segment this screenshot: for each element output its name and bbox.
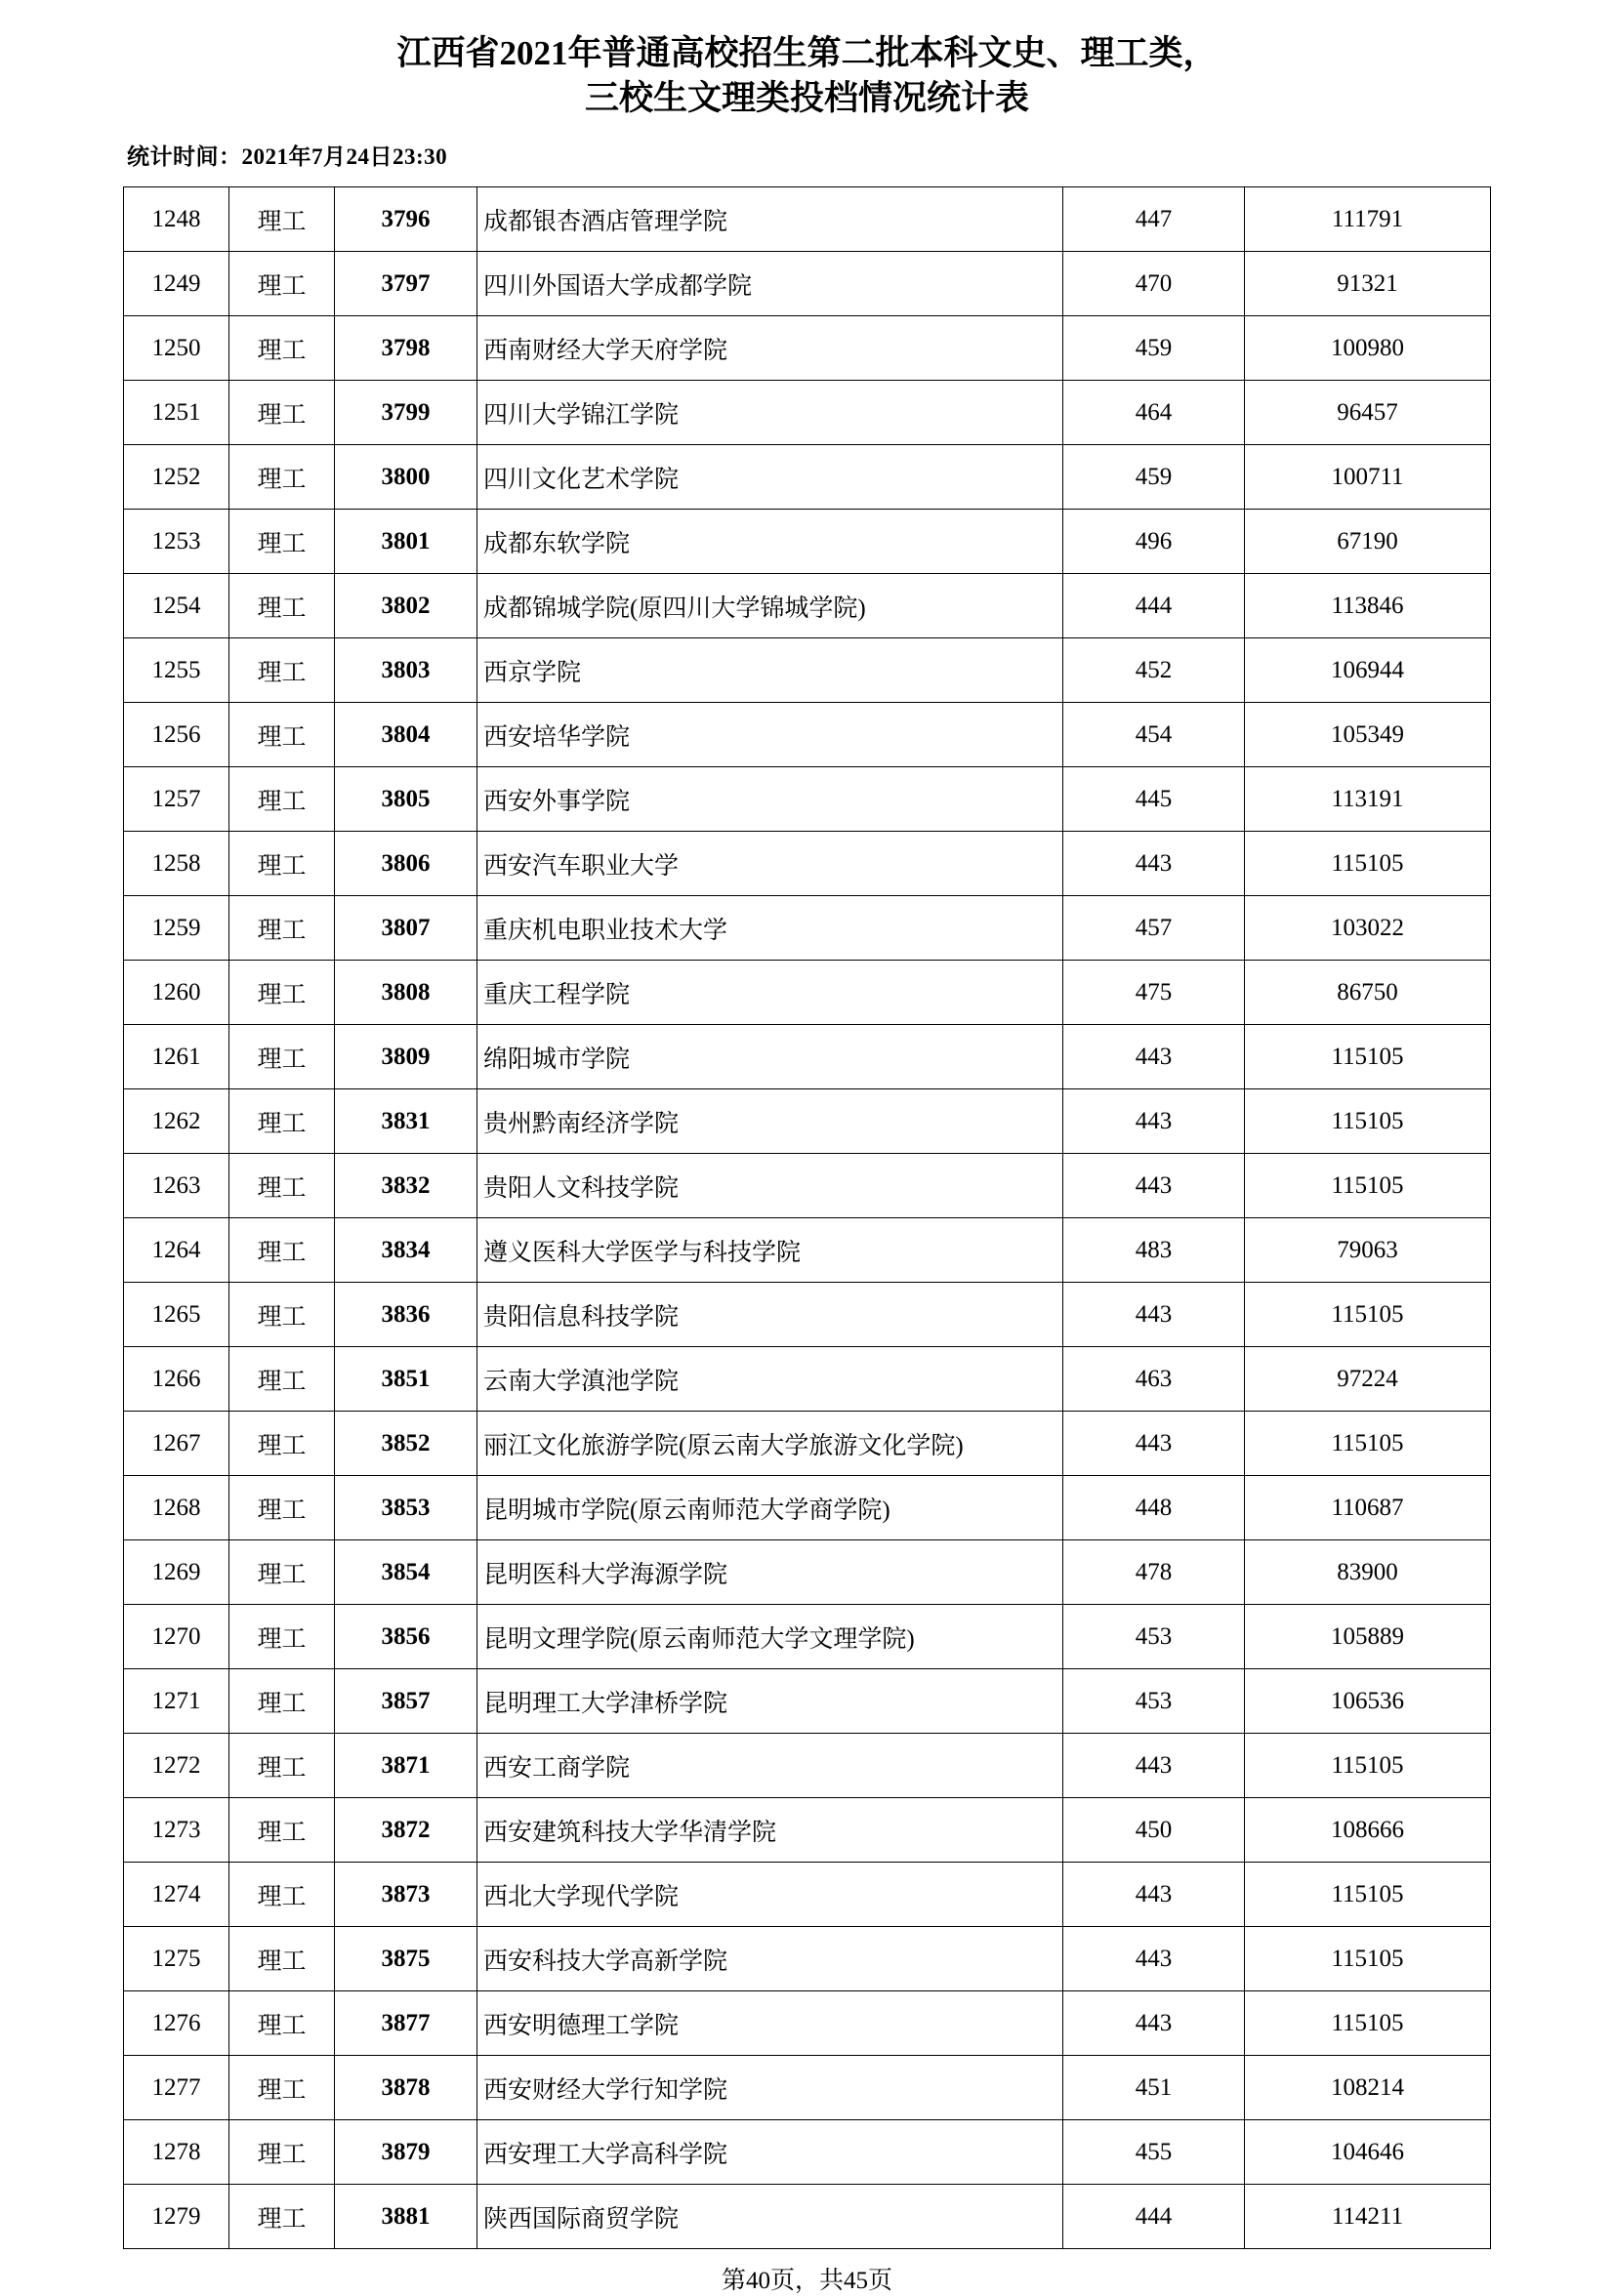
cell-rank: 114211 — [1245, 2185, 1491, 2249]
cell-sequence: 1250 — [124, 316, 229, 381]
cell-institution-code: 3831 — [335, 1089, 477, 1154]
cell-institution-name: 西安外事学院 — [477, 767, 1063, 832]
cell-category: 理工 — [229, 574, 335, 638]
cell-institution-code: 3803 — [335, 638, 477, 703]
table-row — [124, 896, 1491, 961]
table-row — [124, 187, 1491, 252]
cell-sequence: 1254 — [124, 574, 229, 638]
cell-category: 理工 — [229, 1089, 335, 1154]
cell-institution-name: 西京学院 — [477, 638, 1063, 703]
cell-sequence: 1278 — [124, 2120, 229, 2185]
cell-category: 理工 — [229, 1991, 335, 2056]
cell-rank: 115105 — [1245, 832, 1491, 896]
cell-admission-score: 470 — [1063, 252, 1245, 316]
cell-sequence: 1267 — [124, 1412, 229, 1476]
cell-category: 理工 — [229, 703, 335, 767]
cell-rank: 103022 — [1245, 896, 1491, 961]
table-row — [124, 1669, 1491, 1734]
cell-institution-name: 成都东软学院 — [477, 510, 1063, 574]
table-row — [124, 832, 1491, 896]
cell-category: 理工 — [229, 1863, 335, 1927]
cell-institution-code: 3878 — [335, 2056, 477, 2120]
cell-institution-code: 3871 — [335, 1734, 477, 1798]
cell-sequence: 1249 — [124, 252, 229, 316]
cell-sequence: 1252 — [124, 445, 229, 510]
cell-rank: 108666 — [1245, 1798, 1491, 1863]
cell-institution-code: 3873 — [335, 1863, 477, 1927]
table-row — [124, 1025, 1491, 1089]
cell-sequence: 1275 — [124, 1927, 229, 1991]
cell-institution-code: 3836 — [335, 1283, 477, 1347]
cell-rank: 104646 — [1245, 2120, 1491, 2185]
cell-sequence: 1270 — [124, 1605, 229, 1669]
cell-admission-score: 443 — [1063, 832, 1245, 896]
cell-rank: 115105 — [1245, 1412, 1491, 1476]
table-row — [124, 961, 1491, 1025]
cell-admission-score: 454 — [1063, 703, 1245, 767]
cell-rank: 115105 — [1245, 1154, 1491, 1218]
cell-institution-name: 成都锦城学院(原四川大学锦城学院) — [477, 574, 1063, 638]
cell-rank: 91321 — [1245, 252, 1491, 316]
cell-admission-score: 453 — [1063, 1669, 1245, 1734]
cell-institution-name: 西安科技大学高新学院 — [477, 1927, 1063, 1991]
cell-admission-score: 457 — [1063, 896, 1245, 961]
table-row — [124, 574, 1491, 638]
cell-category: 理工 — [229, 638, 335, 703]
cell-sequence: 1264 — [124, 1218, 229, 1283]
cell-institution-code: 3872 — [335, 1798, 477, 1863]
cell-institution-code: 3805 — [335, 767, 477, 832]
cell-rank: 115105 — [1245, 1734, 1491, 1798]
cell-institution-name: 四川文化艺术学院 — [477, 445, 1063, 510]
cell-institution-name: 西安财经大学行知学院 — [477, 2056, 1063, 2120]
cell-institution-name: 昆明城市学院(原云南师范大学商学院) — [477, 1476, 1063, 1540]
table-row — [124, 1798, 1491, 1863]
table-row — [124, 2185, 1491, 2249]
cell-admission-score: 443 — [1063, 1991, 1245, 2056]
cell-category: 理工 — [229, 1476, 335, 1540]
cell-rank: 115105 — [1245, 1283, 1491, 1347]
cell-admission-score: 443 — [1063, 1863, 1245, 1927]
table-row — [124, 2120, 1491, 2185]
cell-admission-score: 445 — [1063, 767, 1245, 832]
cell-sequence: 1261 — [124, 1025, 229, 1089]
cell-sequence: 1251 — [124, 381, 229, 445]
cell-institution-code: 3854 — [335, 1540, 477, 1605]
cell-institution-name: 西北大学现代学院 — [477, 1863, 1063, 1927]
cell-sequence: 1279 — [124, 2185, 229, 2249]
cell-sequence: 1257 — [124, 767, 229, 832]
cell-rank: 108214 — [1245, 2056, 1491, 2120]
cell-admission-score: 459 — [1063, 316, 1245, 381]
cell-institution-name: 西南财经大学天府学院 — [477, 316, 1063, 381]
table-row — [124, 1089, 1491, 1154]
cell-sequence: 1256 — [124, 703, 229, 767]
cell-institution-code: 3800 — [335, 445, 477, 510]
cell-sequence: 1263 — [124, 1154, 229, 1218]
table-row — [124, 1476, 1491, 1540]
cell-institution-name: 重庆工程学院 — [477, 961, 1063, 1025]
cell-rank: 106536 — [1245, 1669, 1491, 1734]
table-row — [124, 252, 1491, 316]
cell-category: 理工 — [229, 2120, 335, 2185]
cell-category: 理工 — [229, 1927, 335, 1991]
cell-category: 理工 — [229, 1283, 335, 1347]
cell-rank: 115105 — [1245, 1025, 1491, 1089]
cell-category: 理工 — [229, 1798, 335, 1863]
table-row — [124, 381, 1491, 445]
cell-institution-name: 成都银杏酒店管理学院 — [477, 187, 1063, 252]
cell-institution-code: 3832 — [335, 1154, 477, 1218]
table-row — [124, 1412, 1491, 1476]
cell-institution-name: 贵阳人文科技学院 — [477, 1154, 1063, 1218]
table-row — [124, 510, 1491, 574]
page-title-line-2: 三校生文理类投档情况统计表 — [584, 79, 1029, 118]
table-row — [124, 1540, 1491, 1605]
cell-institution-code: 3807 — [335, 896, 477, 961]
cell-category: 理工 — [229, 1734, 335, 1798]
cell-sequence: 1259 — [124, 896, 229, 961]
cell-category: 理工 — [229, 1347, 335, 1412]
cell-rank: 115105 — [1245, 1863, 1491, 1927]
cell-sequence: 1260 — [124, 961, 229, 1025]
cell-institution-name: 贵州黔南经济学院 — [477, 1089, 1063, 1154]
page-title — [163, 0, 1452, 121]
cell-category: 理工 — [229, 2185, 335, 2249]
cell-admission-score: 483 — [1063, 1218, 1245, 1283]
cell-admission-score: 443 — [1063, 1025, 1245, 1089]
cell-category: 理工 — [229, 1218, 335, 1283]
cell-category: 理工 — [229, 1025, 335, 1089]
statistics-timestamp: 统计时间：2021年7月24日23:30 — [127, 144, 448, 170]
table-row — [124, 703, 1491, 767]
cell-institution-code: 3877 — [335, 1991, 477, 2056]
cell-rank: 115105 — [1245, 1991, 1491, 2056]
table-row — [124, 1863, 1491, 1927]
table-row — [124, 445, 1491, 510]
page-footer: 第40页，共45页 — [721, 2268, 892, 2295]
cell-admission-score: 453 — [1063, 1605, 1245, 1669]
cell-institution-name: 西安明德理工学院 — [477, 1991, 1063, 2056]
cell-institution-code: 3809 — [335, 1025, 477, 1089]
cell-sequence: 1276 — [124, 1991, 229, 2056]
cell-sequence: 1265 — [124, 1283, 229, 1347]
cell-category: 理工 — [229, 1412, 335, 1476]
cell-rank: 110687 — [1245, 1476, 1491, 1540]
cell-rank: 111791 — [1245, 187, 1491, 252]
cell-admission-score: 464 — [1063, 381, 1245, 445]
cell-category: 理工 — [229, 961, 335, 1025]
cell-admission-score: 443 — [1063, 1089, 1245, 1154]
cell-institution-name: 贵阳信息科技学院 — [477, 1283, 1063, 1347]
table-row — [124, 638, 1491, 703]
cell-rank: 106944 — [1245, 638, 1491, 703]
cell-sequence: 1248 — [124, 187, 229, 252]
cell-rank: 105349 — [1245, 703, 1491, 767]
cell-sequence: 1271 — [124, 1669, 229, 1734]
cell-institution-name: 丽江文化旅游学院(原云南大学旅游文化学院) — [477, 1412, 1063, 1476]
cell-category: 理工 — [229, 381, 335, 445]
cell-admission-score: 443 — [1063, 1412, 1245, 1476]
cell-rank: 115105 — [1245, 1927, 1491, 1991]
cell-sequence: 1255 — [124, 638, 229, 703]
cell-admission-score: 443 — [1063, 1734, 1245, 1798]
table-body — [124, 187, 1491, 2249]
cell-admission-score: 452 — [1063, 638, 1245, 703]
cell-admission-score: 448 — [1063, 1476, 1245, 1540]
cell-admission-score: 443 — [1063, 1283, 1245, 1347]
cell-sequence: 1269 — [124, 1540, 229, 1605]
cell-sequence: 1262 — [124, 1089, 229, 1154]
table-row — [124, 1927, 1491, 1991]
table-row — [124, 1605, 1491, 1669]
cell-institution-code: 3853 — [335, 1476, 477, 1540]
cell-institution-code: 3851 — [335, 1347, 477, 1412]
table-row — [124, 1218, 1491, 1283]
cell-institution-name: 西安理工大学高科学院 — [477, 2120, 1063, 2185]
cell-sequence: 1272 — [124, 1734, 229, 1798]
cell-institution-name: 四川外国语大学成都学院 — [477, 252, 1063, 316]
cell-admission-score: 443 — [1063, 1154, 1245, 1218]
cell-rank: 100711 — [1245, 445, 1491, 510]
table-row — [124, 1347, 1491, 1412]
cell-institution-name: 昆明医科大学海源学院 — [477, 1540, 1063, 1605]
cell-admission-score: 451 — [1063, 2056, 1245, 2120]
cell-institution-name: 绵阳城市学院 — [477, 1025, 1063, 1089]
cell-institution-code: 3804 — [335, 703, 477, 767]
cell-admission-score: 450 — [1063, 1798, 1245, 1863]
table-row — [124, 2056, 1491, 2120]
cell-institution-name: 西安汽车职业大学 — [477, 832, 1063, 896]
cell-institution-code: 3834 — [335, 1218, 477, 1283]
cell-rank: 113191 — [1245, 767, 1491, 832]
cell-institution-name: 遵义医科大学医学与科技学院 — [477, 1218, 1063, 1283]
cell-rank: 67190 — [1245, 510, 1491, 574]
cell-institution-code: 3799 — [335, 381, 477, 445]
table-row — [124, 1991, 1491, 2056]
cell-institution-code: 3875 — [335, 1927, 477, 1991]
cell-sequence: 1266 — [124, 1347, 229, 1412]
cell-category: 理工 — [229, 252, 335, 316]
cell-rank: 105889 — [1245, 1605, 1491, 1669]
cell-institution-name: 昆明理工大学津桥学院 — [477, 1669, 1063, 1734]
cell-category: 理工 — [229, 445, 335, 510]
cell-admission-score: 463 — [1063, 1347, 1245, 1412]
cell-institution-name: 重庆机电职业技术大学 — [477, 896, 1063, 961]
table-row — [124, 767, 1491, 832]
cell-admission-score: 444 — [1063, 2185, 1245, 2249]
cell-rank: 83900 — [1245, 1540, 1491, 1605]
cell-category: 理工 — [229, 510, 335, 574]
cell-admission-score: 459 — [1063, 445, 1245, 510]
table-row — [124, 1154, 1491, 1218]
table-row — [124, 316, 1491, 381]
cell-admission-score: 478 — [1063, 1540, 1245, 1605]
cell-institution-code: 3806 — [335, 832, 477, 896]
cell-category: 理工 — [229, 896, 335, 961]
cell-sequence: 1273 — [124, 1798, 229, 1863]
cell-institution-code: 3881 — [335, 2185, 477, 2249]
cell-sequence: 1253 — [124, 510, 229, 574]
cell-rank: 113846 — [1245, 574, 1491, 638]
cell-institution-code: 3796 — [335, 187, 477, 252]
cell-institution-code: 3802 — [335, 574, 477, 638]
cell-institution-name: 西安工商学院 — [477, 1734, 1063, 1798]
cell-category: 理工 — [229, 767, 335, 832]
table-row — [124, 1283, 1491, 1347]
cell-institution-code: 3801 — [335, 510, 477, 574]
page-title-line-1: 江西省2021年普通高校招生第二批本科文史、理工类， — [396, 34, 1218, 72]
cell-institution-code: 3856 — [335, 1605, 477, 1669]
cell-category: 理工 — [229, 1154, 335, 1218]
cell-category: 理工 — [229, 1540, 335, 1605]
cell-admission-score: 444 — [1063, 574, 1245, 638]
cell-institution-code: 3797 — [335, 252, 477, 316]
cell-sequence: 1268 — [124, 1476, 229, 1540]
cell-category: 理工 — [229, 1669, 335, 1734]
cell-rank: 97224 — [1245, 1347, 1491, 1412]
cell-sequence: 1258 — [124, 832, 229, 896]
cell-rank: 100980 — [1245, 316, 1491, 381]
cell-rank: 86750 — [1245, 961, 1491, 1025]
cell-category: 理工 — [229, 187, 335, 252]
cell-sequence: 1277 — [124, 2056, 229, 2120]
cell-institution-code: 3857 — [335, 1669, 477, 1734]
cell-institution-name: 云南大学滇池学院 — [477, 1347, 1063, 1412]
cell-institution-name: 西安培华学院 — [477, 703, 1063, 767]
cell-institution-name: 陕西国际商贸学院 — [477, 2185, 1063, 2249]
cell-institution-code: 3879 — [335, 2120, 477, 2185]
cell-institution-name: 西安建筑科技大学华清学院 — [477, 1798, 1063, 1863]
cell-category: 理工 — [229, 832, 335, 896]
cell-admission-score: 475 — [1063, 961, 1245, 1025]
cell-institution-code: 3808 — [335, 961, 477, 1025]
cell-institution-name: 四川大学锦江学院 — [477, 381, 1063, 445]
cell-admission-score: 443 — [1063, 1927, 1245, 1991]
cell-admission-score: 496 — [1063, 510, 1245, 574]
cell-rank: 79063 — [1245, 1218, 1491, 1283]
cell-category: 理工 — [229, 1605, 335, 1669]
cell-institution-code: 3798 — [335, 316, 477, 381]
cell-institution-name: 昆明文理学院(原云南师范大学文理学院) — [477, 1605, 1063, 1669]
cell-rank: 115105 — [1245, 1089, 1491, 1154]
cell-category: 理工 — [229, 2056, 335, 2120]
cell-rank: 96457 — [1245, 381, 1491, 445]
cell-sequence: 1274 — [124, 1863, 229, 1927]
admission-scores-table — [123, 186, 1491, 2249]
cell-admission-score: 455 — [1063, 2120, 1245, 2185]
cell-category: 理工 — [229, 316, 335, 381]
cell-admission-score: 447 — [1063, 187, 1245, 252]
table-row — [124, 1734, 1491, 1798]
cell-institution-code: 3852 — [335, 1412, 477, 1476]
